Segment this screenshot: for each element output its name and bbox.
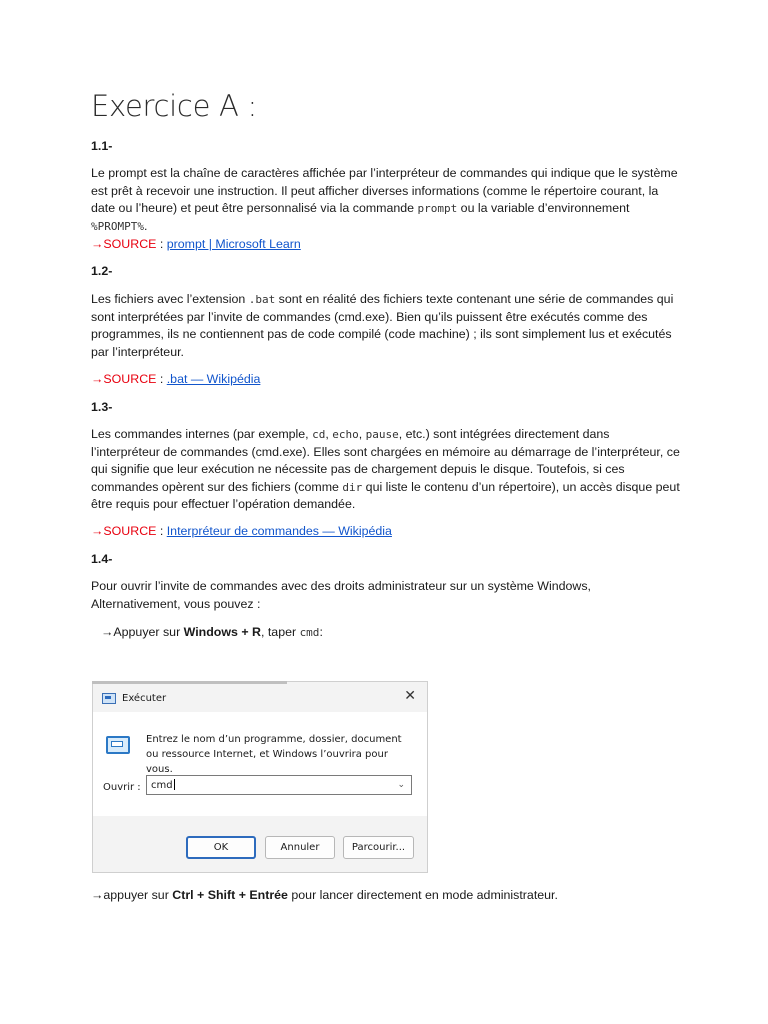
source-label: →SOURCE <box>91 524 157 538</box>
dialog-message: Entrez le nom d’un programme, dossier, document ou ressource Internet, et Windows l’ouvrira pour vous. <box>146 734 402 775</box>
section-heading-1-4: 1.4- <box>91 552 113 566</box>
paragraph-1-2: Les fichiers avec l’extension .bat sont en réalité des fichiers texte contenant une série de commandes qui sont interprétées par l’invite de commandes (cmd.exe). Bien qu’ils puissent être exécutés comme des programmes, ils ne contiennent pas de code compilé (code machine) ; ils sont simplement lus et exécutés par l’interpréteur. <box>91 292 674 359</box>
section-heading-1-2: 1.2- <box>91 264 113 278</box>
source-link-bat[interactable]: .bat — Wikipédia <box>166 372 261 386</box>
dialog-top-border <box>92 681 287 684</box>
page-title: Exercice A : <box>91 89 257 123</box>
run-icon <box>106 736 130 754</box>
dialog-title: Exécuter <box>122 692 167 704</box>
dialog-body <box>93 712 427 816</box>
cancel-button[interactable]: Annuler <box>265 836 335 859</box>
dialog-titlebar <box>102 690 166 706</box>
section-heading-1-1: 1.1- <box>91 139 113 153</box>
source-line-1-2: →SOURCE : .bat — Wikipédia <box>91 372 261 386</box>
source-link-interpreteur[interactable]: Interpréteur de commandes — Wikipédia <box>166 524 392 538</box>
source-line-1-1: →SOURCE : prompt | Microsoft Learn <box>91 237 301 251</box>
source-link-prompt[interactable]: prompt | Microsoft Learn <box>166 237 301 251</box>
code-bat: .bat <box>248 293 276 306</box>
code-prompt: prompt <box>417 202 458 216</box>
code-prompt-var: %PROMPT% <box>91 219 144 233</box>
paragraph-1-1: Le prompt est la chaîne de caractères affichée par l’interpréteur de commandes qui indique que le système est prêt à recevoir une instruction. Il peut afficher diverses informations (comme le répertoire courant, la date ou l’heure) et peut être personnalisé via la commande prompt ou la variable d’environnement %PROMPT%. <box>91 166 678 233</box>
open-input[interactable]: cmd ⌄ <box>146 775 412 795</box>
source-label: →SOURCE <box>91 237 157 251</box>
source-line-1-3: →SOURCE : Interpréteur de commandes — Wikipédia <box>91 524 392 538</box>
step-win-r: →Appuyer sur Windows + R, taper cmd: <box>101 625 323 639</box>
paragraph-1-3: Les commandes internes (par exemple, cd, echo, pause, etc.) sont intégrées directement dans l’interpréteur de commandes (cmd.exe). Elles sont chargées en mémoire au démarrage de l’interpréteur, ce qui signifie que leur exécution ne nécessite pas de chargement depuis le disque. Toutefois, si ces commandes opèrent sur des fichiers (comme dir qui liste le contenu d’un répertoire), un accès disque peut être requis pour effectuer l’opération demandée. <box>91 427 680 512</box>
run-app-icon <box>102 693 116 704</box>
chevron-down-icon[interactable]: ⌄ <box>397 780 405 790</box>
ok-button[interactable]: OK <box>186 836 256 859</box>
close-icon[interactable]: ✕ <box>404 688 416 704</box>
step-ctrl-shift-enter: →appuyer sur Ctrl + Shift + Entrée pour lancer directement en mode administrateur. <box>91 888 558 902</box>
source-label: →SOURCE <box>91 372 157 386</box>
paragraph-1-4: Pour ouvrir l’invite de commandes avec des droits administrateur sur un système Windows, Alternativement, vous pouvez : <box>91 579 591 611</box>
run-dialog <box>92 681 428 873</box>
section-heading-1-3: 1.3- <box>91 400 113 414</box>
open-label: Ouvrir : <box>103 782 141 793</box>
browse-button[interactable]: Parcourir... <box>343 836 414 859</box>
